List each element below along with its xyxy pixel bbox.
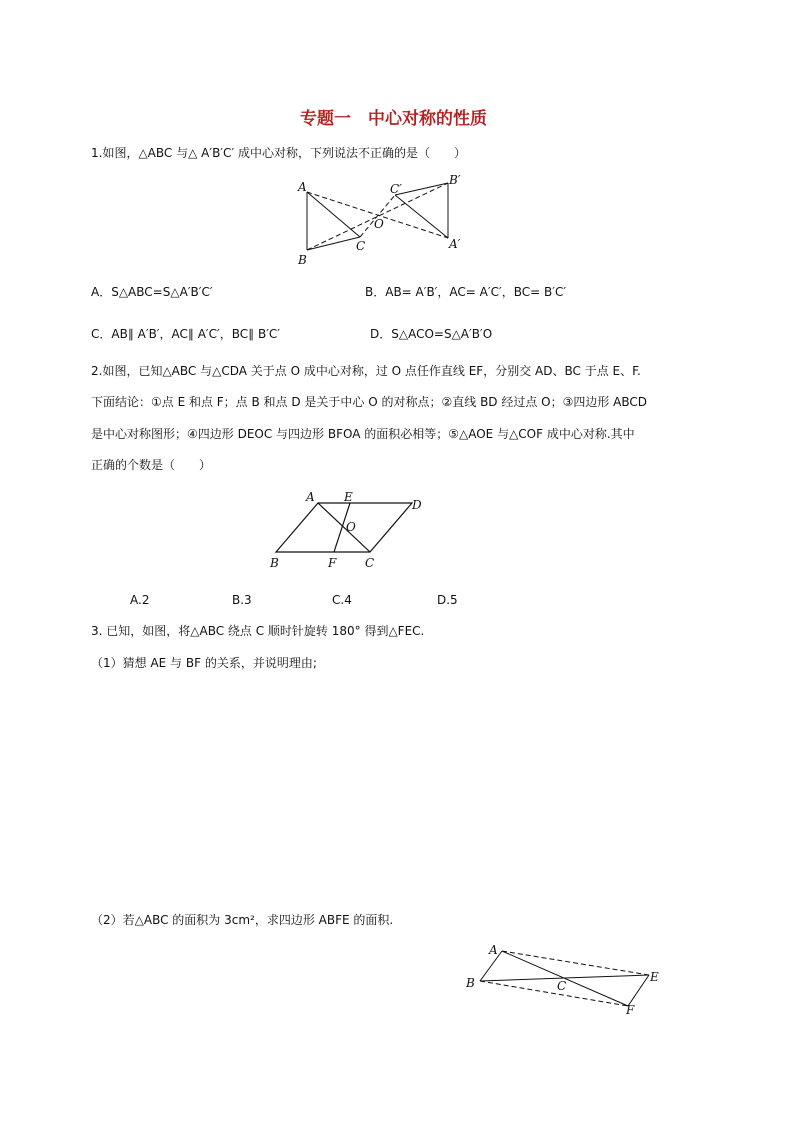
q2-option-c: C.4 [332, 593, 352, 607]
q2-label-b: B [270, 556, 279, 570]
q1-side-b1c1 [395, 183, 448, 195]
q2-option-d: D.5 [437, 593, 458, 607]
q3-label-b: B [466, 976, 475, 990]
q2-line-4: 正确的个数是（ ） [91, 458, 212, 472]
page-title: 专题一 中心对称的性质 [300, 109, 487, 129]
q2-label-d: D [412, 498, 422, 512]
q3-part-1: （1）猜想 AE 与 BF 的关系，并说明理由; [91, 656, 317, 670]
q2-figure [262, 486, 437, 578]
q3-dashed-bf [480, 981, 628, 1006]
q1-label-b1: B′ [449, 173, 461, 187]
q3-side-ef [628, 975, 649, 1006]
q2-diagonal-ac [318, 503, 370, 552]
q2-option-b: B.3 [232, 593, 252, 607]
q3-label-c: C [557, 979, 567, 993]
q2-label-e: E [344, 490, 353, 504]
q2-line-2: 下面结论：①点 E 和点 F；点 B 和点 D 是关于中心 O 的对称点；②直线 BD 经过点 O；③四边形 ABCD [91, 395, 648, 409]
q3-stem: 3. 已知，如图，将△ABC 绕点 C 顺时针旋转 180° 得到△FEC. [91, 624, 425, 638]
q1-side-bc [307, 237, 360, 250]
q1-option-d: D．S△ACO=S△A′B′O [370, 327, 493, 341]
q3-label-f: F [626, 1003, 635, 1017]
q1-figure [290, 170, 480, 270]
q1-side-a1c1 [395, 195, 448, 238]
q3-label-e: E [650, 970, 659, 984]
q2-label-o: O [346, 520, 356, 534]
q2-line-3: 是中心对称图形；④四边形 DEOC 与四边形 BFOA 的面积必相等；⑤△AOE 与△COF 成中心对称.其中 [91, 427, 635, 441]
q1-option-c: C．AB∥ A′B′，AC∥ A′C′，BC∥ B′C′ [91, 327, 281, 341]
q1-stem: 1.如图，△ABC 与△ A′B′C′ 成中心对称，下列说法不正确的是（ ） [91, 146, 466, 160]
q3-dashed-ae [502, 951, 649, 975]
q2-line-1: 2.如图，已知△ABC 与△CDA 关于点 O 成中心对称，过 O 点任作直线 EF，分别交 AD、BC 于点 E、F. [91, 364, 641, 378]
q1-option-a: A．S△ABC=S△A′B′C′ [91, 285, 213, 299]
q2-label-f: F [328, 556, 337, 570]
q1-dashed-aa1 [307, 192, 448, 238]
q1-side-ac [307, 192, 360, 237]
q2-label-c: C [365, 556, 375, 570]
q2-label-a: A [306, 490, 315, 504]
q1-label-c1: C′ [390, 182, 402, 196]
q3-figure [462, 938, 672, 1018]
q1-label-a: A [298, 180, 307, 194]
q1-label-c: C [356, 239, 366, 253]
q2-option-a: A.2 [130, 593, 150, 607]
q3-label-a: A [489, 943, 498, 957]
q3-part-2: （2）若△ABC 的面积为 3cm²，求四边形 ABFE 的面积. [91, 913, 394, 927]
q1-label-o: O [374, 217, 384, 231]
q1-label-b: B [298, 253, 307, 267]
q1-label-a1: A′ [449, 237, 461, 251]
q1-option-b: B．AB= A′B′，AC= A′C′，BC= B′C′ [365, 285, 567, 299]
